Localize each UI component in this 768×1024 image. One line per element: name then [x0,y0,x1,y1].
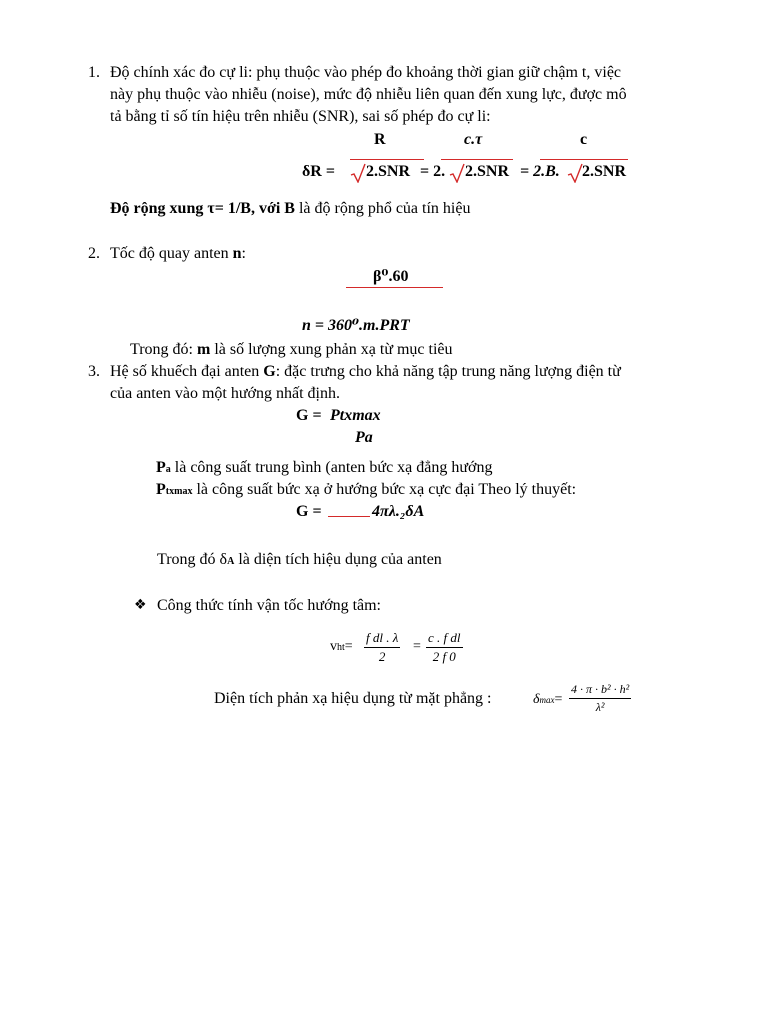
numerator-c: c [580,131,588,148]
velocity-lhs [330,639,353,655]
ptx-sub: txmax [165,486,193,497]
rcs-den: λ² [595,700,605,714]
item-3-where-rest: là diện tích hiệu dụng của anten [234,551,442,568]
delta-r-lhs: δR = [302,163,335,180]
equals-2b: = 2.B. [520,163,560,180]
item-3-where-sub: A [227,556,235,567]
velocity-fraction-2 [426,630,463,665]
fraction-bar-3 [540,159,628,160]
ptx-var: P [156,481,166,498]
item-2-where-var: m [196,341,211,358]
gain-numerator: Ptxmax [330,407,381,424]
fraction-bar-2 [441,159,513,160]
item-2-where [130,341,453,359]
velocity-f1-den: 2 [378,649,386,664]
sqrt-icon [567,163,583,183]
velocity-v: v [330,639,337,654]
item-2-line [110,245,246,263]
item-3-line-1b: : đặc trưng cho khả năng tập trung năng lượng điện từ [275,363,621,380]
item-2-colon: : [241,245,246,262]
numerator-r: R [374,131,386,148]
snr-3: 2.SNR [582,163,627,180]
velocity-equals: = [413,639,421,654]
item-2-var: n [232,245,242,262]
velocity-f1-num: f dl . λ [364,630,400,648]
rotation-denominator: n = 360⁰.m.PRT [302,317,410,334]
rcs-num: 4 · π · b² · h² [569,682,631,699]
item-3-line-2: của anten vào một hướng nhất định. [110,385,340,402]
sqrt-icon [449,163,465,183]
pa-var: P [156,459,166,476]
pa-line [156,459,493,477]
snr-1: 2.SNR [366,163,411,180]
ptxmax-line [156,481,576,499]
pulse-width-bold: Độ rộng xung τ= 1/B, với B [110,200,295,217]
rcs-sym: δ [533,692,540,707]
gain-denominator: Pa [355,429,373,446]
item-1-number: 1. [88,64,100,81]
bullet-icon: ❖ [134,597,147,613]
velocity-f2-num: c . f dl [426,630,463,648]
item-1-line-2: này phụ thuộc vào nhiễu (noise), mức độ nhiễu liên quan đến xung lực, được mô [110,86,627,103]
pa-sub: a [165,464,171,475]
pulse-width-rest: là độ rộng phổ của tín hiệu [294,200,471,217]
velocity-f2-den: 2 f 0 [432,649,456,664]
item-3-line-1 [110,363,621,381]
gain2-rhs: 4πλ.₂δA [372,503,425,520]
item-3-where-text: Trong đó δ [157,551,228,568]
velocity-fraction-1 [364,630,400,665]
velocity-sub: ht [337,642,345,653]
rcs-sub: max [539,695,555,705]
pulse-width-line [110,200,470,218]
rcs-text: Diện tích phản xạ hiệu dụng từ mặt phẳng : [214,690,492,707]
rotation-fraction-bar [346,287,443,288]
item-3-number: 3. [88,363,100,380]
item-3-line-1a: Hệ số khuếch đại anten [110,363,264,380]
pa-text: là công suất trung bình (anten bức xạ đẳng hướng [170,459,493,476]
rcs-fraction [569,682,631,715]
sqrt-icon [350,163,366,183]
item-2-text: Tốc độ quay anten [110,245,233,262]
item-3-var-g: G [263,363,276,380]
snr-2: 2.SNR [465,163,510,180]
ptx-text: là công suất bức xạ ở hướng bức xạ cực đại Theo lý thuyết: [192,481,577,498]
fraction-bar-1 [350,159,424,160]
velocity-eq: = [344,639,353,654]
gain2-lhs: G = [296,503,322,520]
item-1-line-1: Độ chính xác đo cự li: phụ thuộc vào phép đo khoảng thời gian giữ chậm t, việc [110,64,622,81]
item-2-where-prefix: Trong đó: [130,341,197,358]
item-2-where-rest: là số lượng xung phản xạ từ mục tiêu [210,341,453,358]
item-2-number: 2. [88,245,100,262]
gain2-fraction-bar [328,516,370,517]
item-3-where [157,551,442,569]
numerator-c-tau: c.τ [464,131,483,148]
item-1-line-3: tả bằng tỉ số tín hiệu trên nhiễu (SNR), sai số phép đo cự li: [110,108,491,125]
rcs-eq: = [554,692,563,707]
equals-2: = 2. [420,163,446,180]
bullet-text: Công thức tính vận tốc hướng tâm: [157,597,381,614]
gain-lhs: G = [296,407,322,424]
rotation-numerator: β⁰.60 [373,268,409,285]
rcs-lhs [533,692,562,708]
